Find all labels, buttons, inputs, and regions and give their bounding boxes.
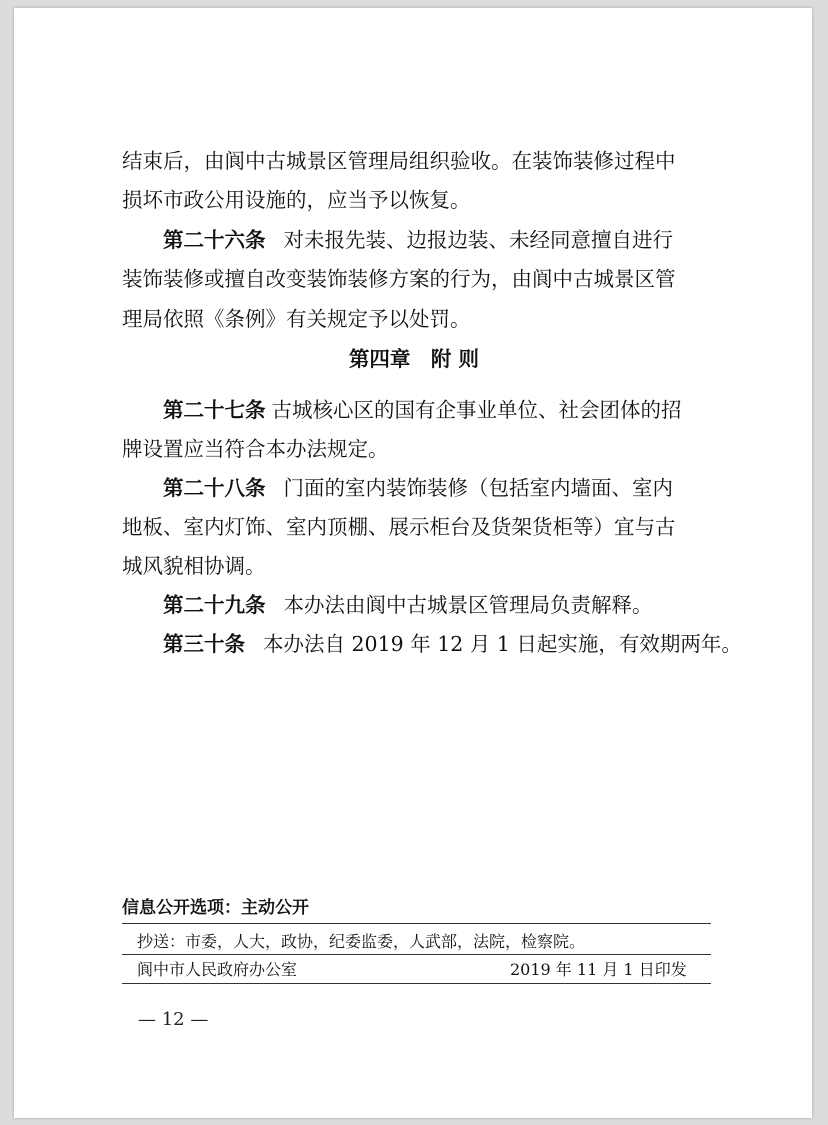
article-26-line [163,230,763,251]
paragraph-line: 地板、室内灯饰、室内顶棚、展示柜台及货架货柜等）宜与古 [122,515,676,539]
paragraph-line: 城风貌相协调。 [122,554,266,578]
issuer: 阆中市人民政府办公室 [137,960,298,979]
article-30-label: 第三十条 [163,632,245,656]
article-29-text: 本办法由阆中古城景区管理局负责解释。 [283,593,653,617]
disclosure-option: 信息公开选项：主动公开 [122,898,309,918]
paragraph-line: 理局依照《条例》有关规定予以处罚。 [122,307,471,331]
footer-rule-bottom [122,983,711,984]
paragraph-line: 牌设置应当符合本办法规定。 [122,437,389,461]
article-26-label: 第二十六条 [163,228,266,252]
footer-rule-middle [122,954,711,955]
article-27-line [163,400,763,421]
paragraph-line: 结束后，由阆中古城景区管理局组织验收。在装饰装修过程中 [122,149,676,173]
article-28-text: 门面的室内装饰装修（包括室内墙面、室内 [283,476,673,500]
article-26-text: 对未报先装、边报边装、未经同意擅自进行 [283,228,673,252]
article-30-line [163,634,763,655]
article-29-label: 第二十九条 [163,593,266,617]
article-28-line [163,478,763,499]
chapter-title: 第四章 附 则 [348,347,480,371]
paragraph-line: 损坏市政公用设施的，应当予以恢复。 [122,188,471,212]
article-27-label: 第二十七条 [163,398,266,422]
issue-date: 2019 年 11 月 1 日印发 [510,960,687,979]
article-29-line [163,595,763,616]
article-27-text: 古城核心区的国有企事业单位、社会团体的招 [271,398,682,422]
paragraph-line: 装饰装修或擅自改变装饰装修方案的行为，由阆中古城景区管 [122,267,676,291]
article-30-text: 本办法自 2019 年 12 月 1 日起实施，有效期两年。 [263,632,742,656]
article-28-label: 第二十八条 [163,476,266,500]
footer-rule-top [122,923,711,924]
page-number: — 12 — [138,1009,209,1030]
cc-list: 抄送：市委，人大，政协，纪委监委，人武部，法院，检察院。 [137,932,586,951]
